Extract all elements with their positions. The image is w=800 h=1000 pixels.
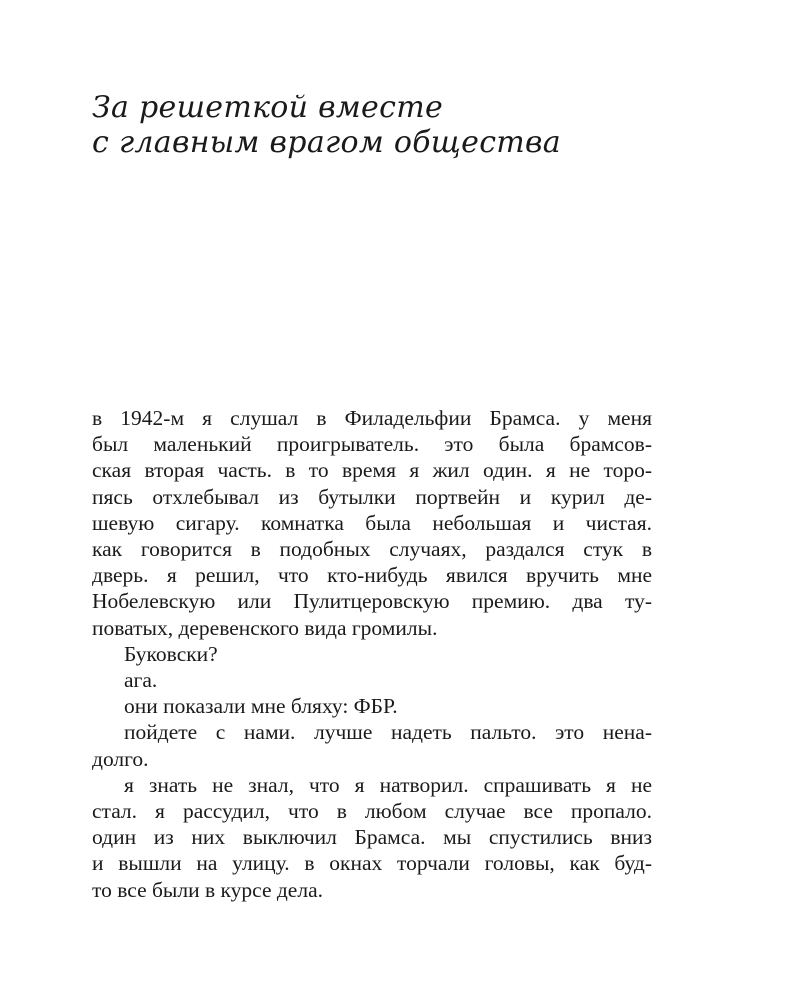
text-line: в 1942-м я слушал в Филадельфии Брамса. у меня [92, 406, 652, 430]
chapter-title-line-1: За решеткой вместе [92, 90, 444, 125]
text-line: один из них выключил Брамса. мы спустились вниз [92, 825, 652, 850]
dialogue-line: Буковски? [124, 641, 218, 666]
text-line: Нобелевскую или Пулитцеровскую премию. два ту- [92, 589, 652, 614]
chapter-title [92, 90, 712, 160]
text-line: стал. я рассудил, что в любом случае все пропало. [92, 799, 652, 824]
text-line: был маленький проигрыватель. это была брамсов- [92, 432, 652, 457]
text-line: я знать не знал, что я натворил. спрашивать я не [124, 772, 652, 797]
chapter-title-line-2: с главным врагом общества [92, 125, 561, 160]
text-line: то все были в курсе дела. [92, 877, 323, 902]
text-line: как говорится в подобных случаях, раздался стук в [92, 537, 652, 562]
dialogue-line: пойдете с нами. лучше надеть пальто. это нена- [124, 720, 652, 745]
text-line: поватых, деревенского вида громилы. [92, 615, 438, 640]
dialogue-line: ага. [124, 668, 158, 693]
dialogue-line: долго. [92, 746, 149, 771]
text-line: и вышли на улицу. в окнах торчали головы, как буд- [92, 851, 652, 876]
text-line: ская вторая часть. в то время я жил один. я не торо- [92, 458, 652, 483]
text-line: пясь отхлебывал из бутылки портвейн и курил де- [92, 484, 652, 509]
text-line: дверь. я решил, что кто-нибудь явился вручить мне [92, 563, 652, 588]
chapter-body-text [92, 405, 652, 903]
text-line: они показали мне бляху: ФБР. [124, 694, 398, 719]
text-line: шевую сигару. комнатка была небольшая и чистая. [92, 510, 652, 535]
